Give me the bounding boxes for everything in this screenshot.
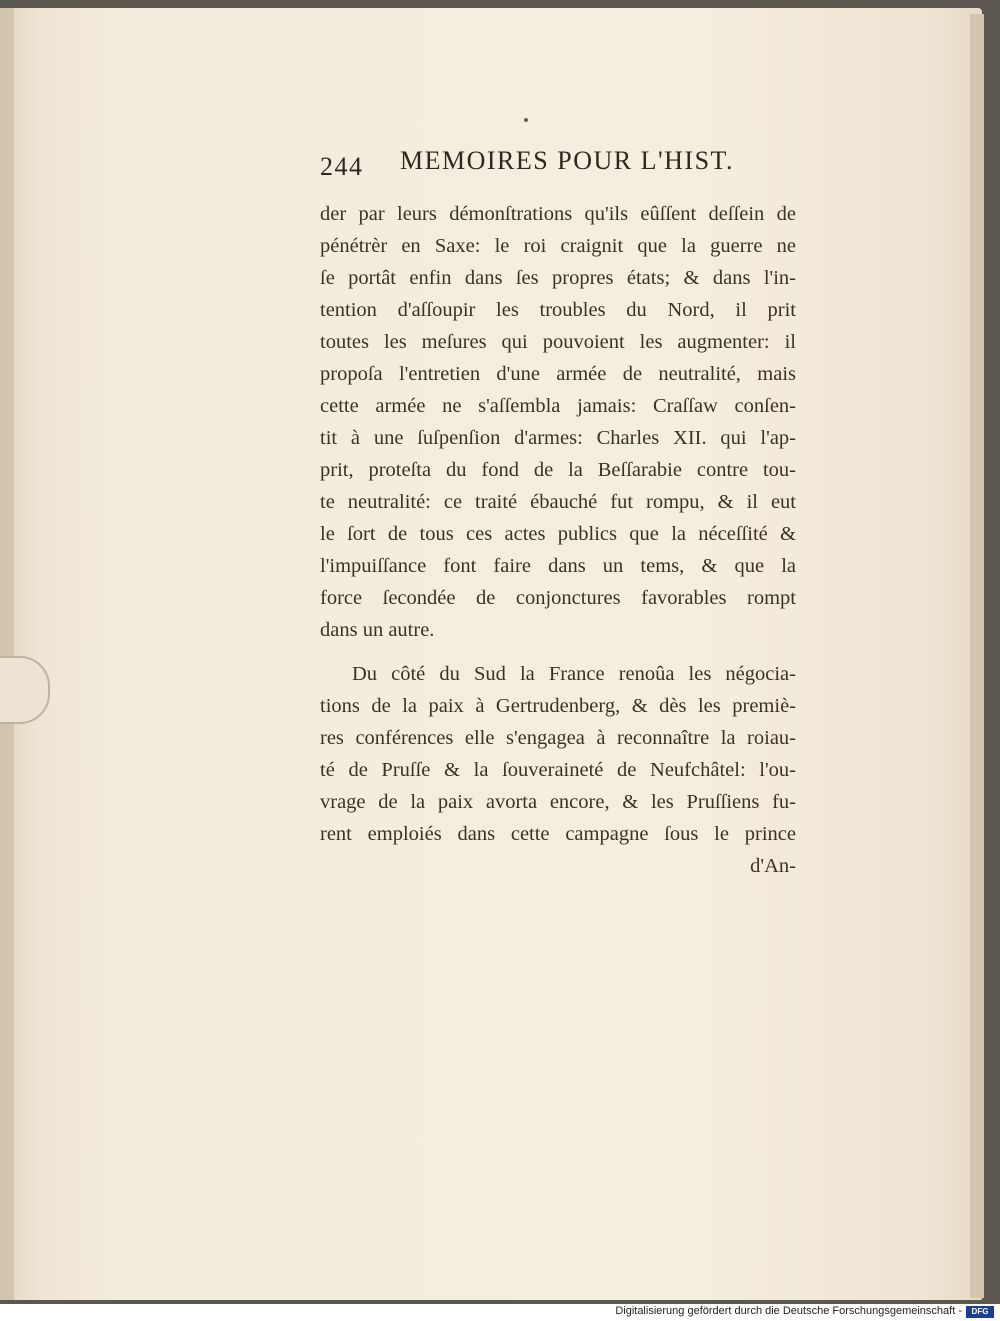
text-line: té de Pruſſe & la ſouveraineté de Neufchâtel: l'ou- bbox=[320, 759, 796, 781]
text-line: tions de la paix à Gertrudenberg, & dès les premiè- bbox=[320, 695, 796, 717]
text-line: toutes les meſures qui pouvoient les augmenter: il bbox=[320, 331, 796, 353]
catchword: d'An- bbox=[750, 855, 796, 877]
page-number: 244 bbox=[320, 152, 364, 181]
text-line: dans un autre. bbox=[320, 619, 435, 641]
text-line: le ſort de tous ces actes publics que la néceſſité & bbox=[320, 523, 796, 545]
page-edges-right bbox=[970, 14, 984, 1298]
text-line: vrage de la paix avorta encore, & les Pruſſiens fu- bbox=[320, 791, 796, 813]
text-line: Du côté du Sud la France renoûa les négocia- bbox=[352, 663, 796, 685]
text-line: ſe portât enfin dans ſes propres états; & dans l'in- bbox=[320, 267, 796, 289]
running-title: MEMOIRES POUR L'HIST. bbox=[400, 146, 735, 175]
dfg-logo: DFG bbox=[966, 1306, 994, 1318]
footer-bar bbox=[0, 1304, 1000, 1321]
text-line: l'impuiſſance font faire dans un tems, & que la bbox=[320, 555, 796, 577]
page-tab-marker bbox=[0, 656, 50, 724]
text-line: rent emploiés dans cette campagne ſous le prince bbox=[320, 823, 796, 845]
paragraph-gap bbox=[320, 646, 796, 658]
text-line: res conférences elle s'engagea à reconnaître la roiau- bbox=[320, 727, 796, 749]
text-line: tention d'aſſoupir les troubles du Nord, il prit bbox=[320, 299, 796, 321]
text-line: prit, proteſta du fond de la Beſſarabie contre tou- bbox=[320, 459, 796, 481]
text-line: der par leurs démonſtrations qu'ils eûſſent deſſein de bbox=[320, 203, 796, 225]
text-line: te neutralité: ce traité ébauché fut rompu, & il eut bbox=[320, 491, 796, 513]
text-line: tit à une ſuſpenſion d'armes: Charles XII. qui l'ap- bbox=[320, 427, 796, 449]
text-line: force ſecondée de conjonctures favorables rompt bbox=[320, 587, 796, 609]
funding-credit: Digitalisierung gefördert durch die Deutsche Forschungsgemeinschaft - bbox=[615, 1305, 962, 1317]
page-edges-left bbox=[0, 8, 14, 1300]
text-line: pénétrèr en Saxe: le roi craignit que la guerre ne bbox=[320, 235, 796, 257]
body-text bbox=[320, 198, 796, 882]
text-line: cette armée ne s'aſſembla jamais: Craſſaw conſen- bbox=[320, 395, 796, 417]
paragraph bbox=[320, 658, 796, 850]
paragraph bbox=[320, 198, 796, 646]
ink-mark bbox=[524, 118, 528, 122]
page-header bbox=[320, 146, 780, 186]
text-line: propoſa l'entretien d'une armée de neutralité, mais bbox=[320, 363, 796, 385]
